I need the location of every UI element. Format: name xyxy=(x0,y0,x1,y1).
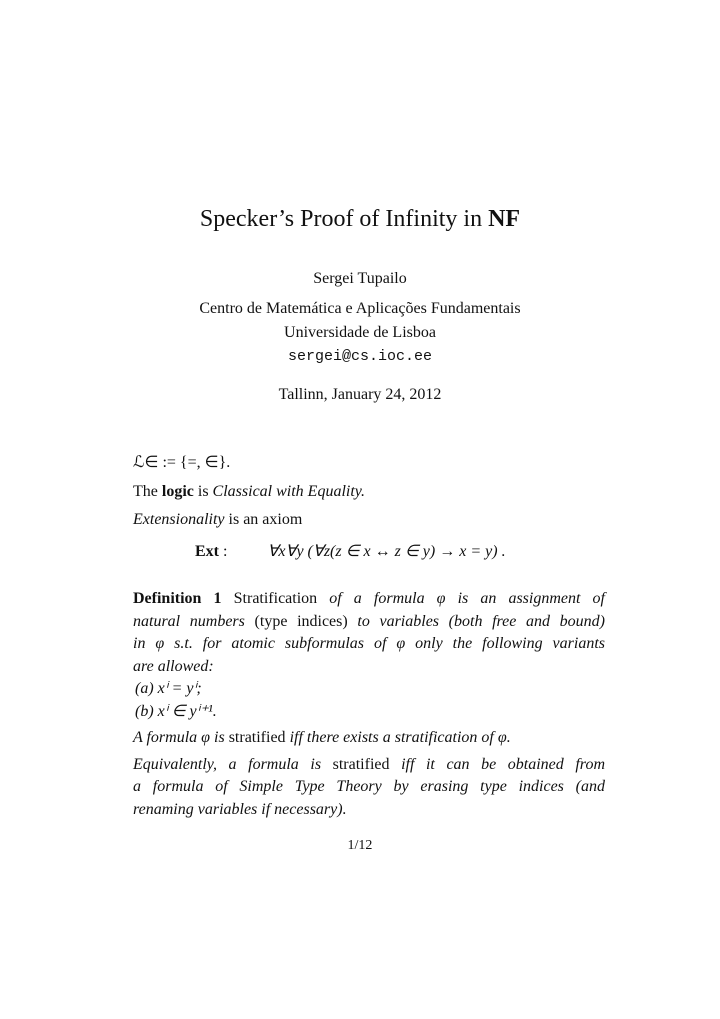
equivalently-line-2 xyxy=(133,776,605,799)
stratified-c: iff there exists a stratification of φ. xyxy=(285,729,511,746)
definition-block xyxy=(133,588,605,821)
def-text-1: of a formula φ is an assignment of xyxy=(317,590,605,607)
author-email: sergei@cs.ioc.ee xyxy=(287,348,433,365)
logic-italic: Classical with Equality. xyxy=(212,483,365,500)
definition-line-3 xyxy=(133,633,605,656)
affiliation xyxy=(0,297,720,369)
language-line xyxy=(133,452,605,472)
def-text-2c: to variables (both free and bound) xyxy=(357,612,606,630)
equivalently-line-1 xyxy=(133,754,605,777)
equiv-line-3: renaming variables if necessary). xyxy=(133,800,347,818)
equivalently-line-3 xyxy=(133,799,605,822)
case-b: (b) xⁱ ∈ yⁱ⁺¹. xyxy=(135,702,217,720)
logic-line xyxy=(133,483,605,501)
date-line: Tallinn, January 24, 2012 xyxy=(278,386,442,403)
definition-line-4 xyxy=(133,656,605,679)
equiv-line-2: a formula of Simple Type Theory by erasing type indices (and xyxy=(133,778,605,795)
ext-axiom xyxy=(195,541,506,561)
page-number: 1/12 xyxy=(347,838,373,853)
author-name: Sergei Tupailo xyxy=(313,270,407,287)
stratified-b: stratified xyxy=(228,729,286,746)
title-text: Specker’s Proof of Infinity in xyxy=(199,206,489,232)
def-text-4: are allowed: xyxy=(133,657,214,675)
stratified-line xyxy=(133,727,605,750)
definition-line-2 xyxy=(133,611,605,634)
extensionality-word: Extensionality xyxy=(133,511,225,528)
language-definition: ℒ∈ := {=, ∈}. xyxy=(133,454,231,471)
equiv-a: Equivalently, a formula is xyxy=(133,755,333,773)
page-title xyxy=(0,206,720,233)
stratified-a: A formula φ is xyxy=(133,729,229,746)
definition-case-b xyxy=(133,701,605,724)
extensionality-line xyxy=(133,511,605,529)
ext-label: Ext xyxy=(195,543,219,560)
ext-colon: : xyxy=(219,543,228,560)
def-term-stratification: Stratification xyxy=(233,590,318,607)
affiliation-line-2: Universidade de Lisboa xyxy=(284,324,436,341)
logic-word: logic xyxy=(161,483,194,500)
case-a: (a) xⁱ = yⁱ; xyxy=(135,680,202,697)
equiv-b: stratified xyxy=(332,755,390,773)
definition-heading: Definition 1 xyxy=(133,590,222,607)
definition-case-a xyxy=(133,678,605,701)
def-text-3: in φ s.t. for atomic subformulas of φ only the following variants xyxy=(133,635,605,652)
logic-pre: The xyxy=(133,483,162,500)
definition-line-1 xyxy=(133,588,605,611)
logic-mid: is xyxy=(193,483,213,500)
affiliation-line-1: Centro de Matemática e Aplicações Fundamentais xyxy=(199,300,521,317)
def-text-2b: (type indices) xyxy=(244,612,358,630)
ext-formula: ∀x∀y (∀z(z ∈ x ↔ z ∈ y) → x = y) . xyxy=(267,543,506,560)
extensionality-rest: is an axiom xyxy=(224,511,303,528)
title-bold-nf: NF xyxy=(488,206,521,232)
equiv-c: iff it can be obtained from xyxy=(389,755,605,773)
def-text-2a: natural numbers xyxy=(133,612,245,630)
